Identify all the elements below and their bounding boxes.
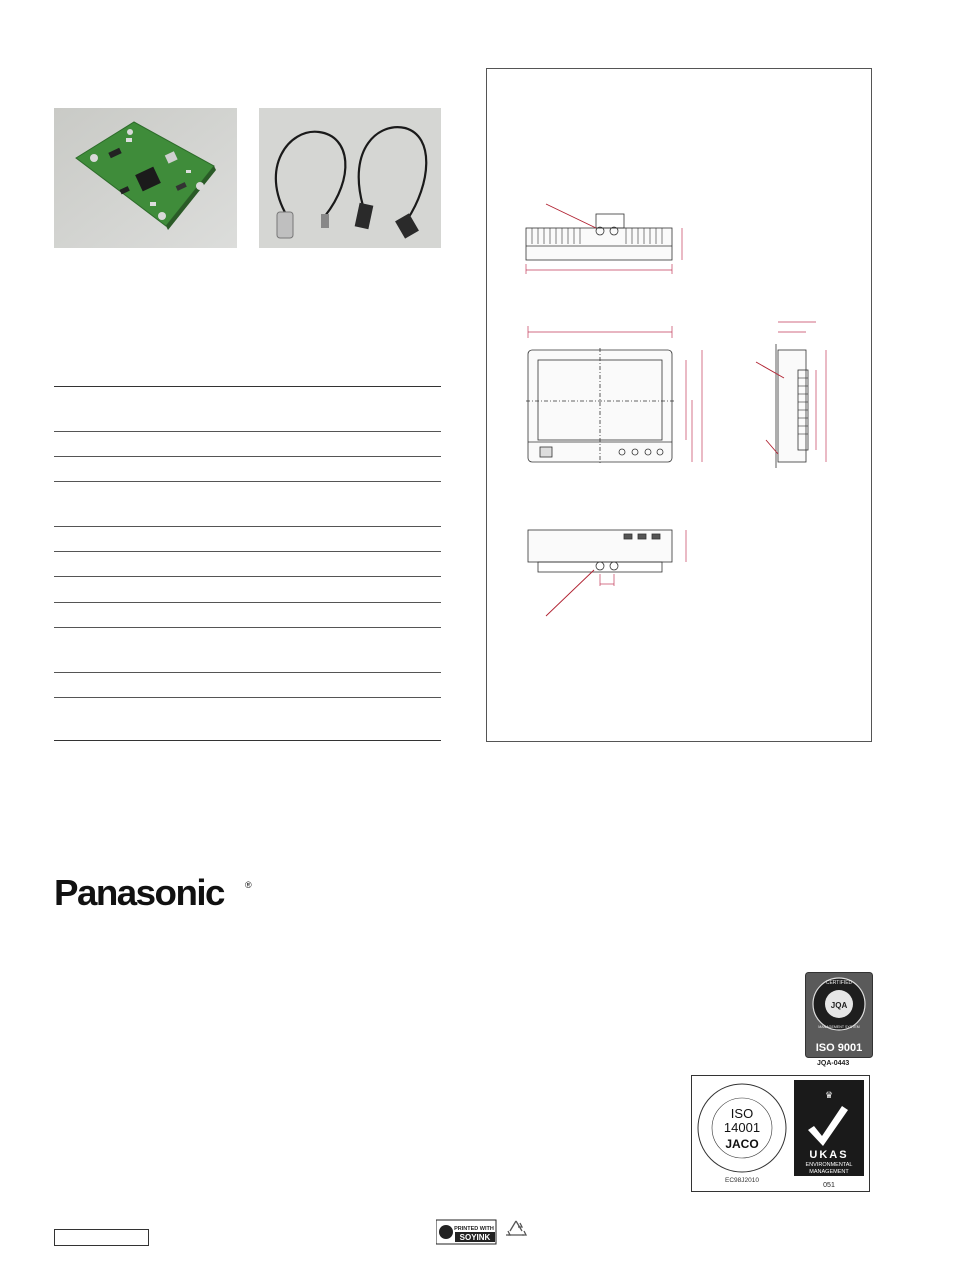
cable-set-photo — [259, 108, 441, 248]
top-view-drawing — [526, 214, 672, 260]
side-view-drawing — [776, 344, 808, 468]
recycle-symbol — [504, 1218, 528, 1242]
cables-image — [259, 108, 441, 248]
registered-mark: ® — [245, 880, 252, 890]
jqa-code: JQA-0443 — [817, 1060, 850, 1067]
jqa-badge-text: JQA — [830, 1001, 848, 1010]
spec-table-rule — [54, 697, 441, 698]
spec-table-rule — [54, 431, 441, 432]
soy-ink-graphic — [436, 1218, 498, 1246]
jaco-code: EC98J2010 — [725, 1177, 759, 1184]
spec-table-rule — [54, 602, 441, 603]
ukas-number: 051 — [823, 1182, 835, 1189]
spec-table-rule — [54, 576, 441, 577]
dimension-drawing-box — [486, 68, 872, 742]
circuit-board-image — [54, 108, 237, 248]
spec-table-rule — [54, 627, 441, 628]
bottom-view-drawing — [528, 530, 672, 572]
spec-table-bottom-rule — [54, 740, 441, 741]
jqa-ring-text: MANAGEMENT SYSTEM — [818, 1025, 860, 1029]
spec-table-rule — [54, 551, 441, 552]
jqa-badge-graphic — [805, 972, 873, 1058]
ukas-line2: MANAGEMENT — [809, 1169, 849, 1175]
spec-table-rule — [54, 456, 441, 457]
spec-table-rule — [54, 481, 441, 482]
dimension-drawings — [486, 68, 872, 742]
jqa-iso9001-badge — [805, 972, 873, 1058]
ukas-name: UKAS — [809, 1149, 849, 1161]
iso14001-ukas-badge — [691, 1075, 870, 1192]
soy-ink-line2: SOYINK — [459, 1233, 491, 1242]
front-view-drawing — [526, 348, 676, 464]
svg-text:♛: ♛ — [824, 1090, 834, 1100]
panasonic-logo: Panasonic — [54, 872, 224, 913]
spec-table-rule — [54, 526, 441, 527]
soy-ink-logo — [436, 1218, 498, 1246]
recycle-icon — [504, 1218, 528, 1242]
jqa-certified-text: CERTIFIED — [825, 980, 853, 986]
ukas-line1: ENVIRONMENTAL — [805, 1162, 853, 1168]
footer-code-box — [54, 1229, 149, 1246]
jqa-standard-text: ISO 9001 — [815, 1042, 863, 1054]
iso14001-ukas-graphic — [692, 1076, 869, 1191]
spec-table-top-rule — [54, 386, 441, 387]
soy-ink-line1: PRINTED WITH — [454, 1226, 494, 1232]
circuit-board-photo — [54, 108, 237, 248]
jaco-org-text: JACO — [725, 1137, 759, 1151]
iso-line2: 14001 — [723, 1120, 761, 1135]
iso-line1: ISO — [730, 1106, 754, 1121]
spec-table-rule — [54, 672, 441, 673]
